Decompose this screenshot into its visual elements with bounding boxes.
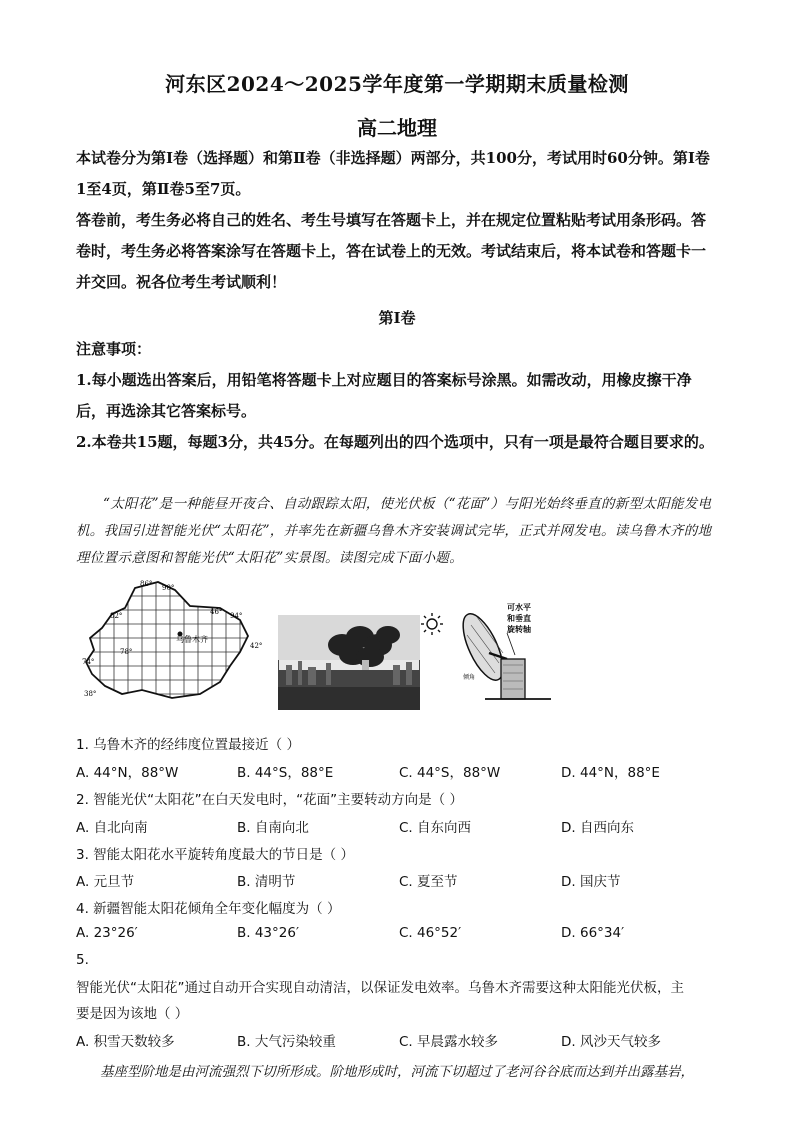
map-label-94: 94° — [230, 612, 243, 620]
question-5-option-c: C. 早晨露水较多 — [399, 1034, 499, 1050]
diagram-label-line2: 和垂直 — [507, 614, 531, 623]
diagram-small-label: 倾角 — [463, 674, 476, 681]
map-label-82: 82° — [110, 612, 123, 620]
map-label-90: 90° — [162, 584, 175, 592]
notice-item-1: 1.每小题选出答案后，用铅笔将答题卡上对应题目的答案标号涂黑。如需改动，用橡皮擦干净后，再选涂其它答案标号。 — [76, 371, 692, 420]
instruction-paragraph-2: 答卷前，考生务必将自己的姓名、考生号填写在答题卡上，并在规定位置粘贴考试用条形码。答卷时，考生务必将答案涂写在答题卡上，答在试卷上的无效。考试结束后，将本试卷和答题卡一并交回。祝各位考生考试顺利！ — [76, 211, 707, 291]
map-label-74: 74° — [82, 658, 95, 666]
question-3-stem: 3. 智能太阳花水平旋转角度最大的节日是（ ） — [76, 847, 354, 863]
sun-icon — [420, 612, 444, 636]
question-3-option-c: C. 夏至节 — [399, 874, 458, 890]
question-2-option-b: B. 自南向北 — [237, 820, 309, 836]
question-5-number: 5. — [76, 952, 89, 968]
question-5-option-d: D. 风沙天气较多 — [561, 1034, 661, 1050]
question-4-option-c: C. 46°52′ — [399, 925, 462, 941]
map-label-78: 78° — [120, 648, 133, 656]
question-1-option-c: C. 44°S，88°W — [399, 765, 501, 781]
exam-subject: 高二地理 — [357, 116, 437, 140]
question-5-option-a: A. 积雪天数较多 — [76, 1034, 175, 1050]
instruction-paragraph-1: 本试卷分为第Ⅰ卷（选择题）和第Ⅱ卷（非选择题）两部分，共100分，考试用时60分钟。第Ⅰ卷1至4页，第Ⅱ卷5至7页。 — [76, 149, 710, 198]
diagram-label-line3: 旋转轴 — [507, 625, 531, 634]
question-2-option-c: C. 自东向西 — [399, 820, 472, 836]
question-2-stem: 2. 智能光伏“太阳花”在白天发电时，“花面”主要转动方向是（ ） — [76, 792, 463, 808]
question-5-stem-line1: 智能光伏“太阳花”通过自动开合实现自动清洁，以保证发电效率。乌鲁木齐需要这种太阳能光伏板，主 — [76, 980, 684, 996]
question-4-option-b: B. 43°26′ — [237, 925, 300, 941]
question-1-option-b: B. 44°S，88°E — [237, 765, 334, 781]
question-1-stem: 1. 乌鲁木齐的经纬度位置最接近（ ） — [76, 737, 300, 753]
exam-title: 河东区2024～2025学年度第一学期期末质量检测 — [165, 72, 629, 96]
question-1-option-d: D. 44°N，88°E — [561, 765, 660, 781]
question-2-option-d: D. 自西向东 — [561, 820, 634, 836]
diagram-label-line1: 可水平 — [507, 603, 531, 612]
question-4-option-a: A. 23°26′ — [76, 925, 138, 941]
map-city-label: 乌鲁木齐 — [176, 635, 208, 644]
question-2-option-a: A. 自北向南 — [76, 820, 148, 836]
question-3-option-d: D. 国庆节 — [561, 874, 621, 890]
map-label-86: 86° — [140, 580, 153, 588]
sunflower-photo-figure — [278, 615, 420, 710]
question-3-option-a: A. 元旦节 — [76, 874, 135, 890]
question-4-option-d: D. 66°34′ — [561, 925, 625, 941]
section-title: 第Ⅰ卷 — [378, 309, 416, 327]
map-label-46: 46° — [210, 608, 223, 616]
map-label-42: 42° — [250, 642, 263, 650]
question-4-stem: 4. 新疆智能太阳花倾角全年变化幅度为（ ） — [76, 901, 341, 917]
question-3-option-b: B. 清明节 — [237, 874, 296, 890]
map-label-38: 38° — [84, 690, 97, 698]
next-material-text: 基座型阶地是由河流强烈下切所形成。阶地形成时，河流下切超过了老河谷谷底而达到并出露基岩， — [100, 1064, 694, 1080]
material-intro: “太阳花”是一种能昼开夜合、自动跟踪太阳，使光伏板（“花面”）与阳光始终垂直的新型太阳能发电机。我国引进智能光伏“太阳花”，并率先在新疆乌鲁木齐安装调试完毕，正式并网发电。读乌鲁木齐的地理位置示意图和智能光伏“太阳花”实景图。读图完成下面小题。 — [76, 496, 712, 566]
xinjiang-map-figure — [80, 578, 265, 708]
question-5-stem-line2: 要是因为该地（ ） — [76, 1006, 189, 1022]
notice-item-2: 2.本卷共15题，每题3分，共45分。在每题列出的四个选项中，只有一项是最符合题目要求的。 — [76, 433, 714, 451]
notice-heading: 注意事项： — [76, 340, 152, 358]
tracker-diagram-figure — [455, 595, 555, 707]
question-5-option-b: B. 大气污染较重 — [237, 1034, 336, 1050]
question-1-option-a: A. 44°N，88°W — [76, 765, 179, 781]
